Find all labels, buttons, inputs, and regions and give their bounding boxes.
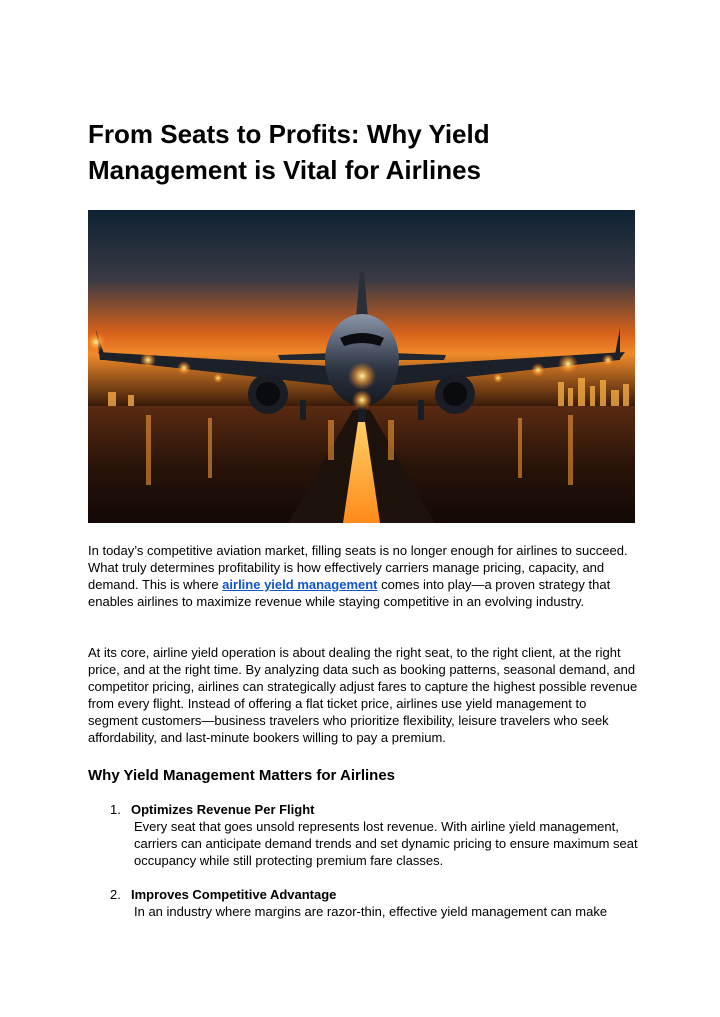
section-heading: Why Yield Management Matters for Airlines (88, 767, 396, 784)
hero-image-airplane-runway (88, 210, 635, 523)
numbered-list (88, 801, 648, 920)
airline-yield-management-link[interactable]: airline yield management (222, 577, 378, 592)
intro-paragraph (88, 542, 638, 610)
list-item-title: Optimizes Revenue Per Flight (131, 802, 315, 817)
list-item-title: Improves Competitive Advantage (131, 887, 337, 902)
intro-text-before: In today’s competitive aviation market, filling seats is no longer enough for airlines to succeed. What truly determines profitability is how effectively carriers manage pricing, capacity, and demand. This is where (88, 543, 628, 592)
list-item (88, 801, 648, 869)
list-item-body: Every seat that goes unsold represents lost revenue. With airline yield management, carriers can anticipate demand trends and set dynamic pricing to ensure maximum seat occupancy while still protecting premium fare classes. (134, 819, 638, 868)
list-item (88, 886, 648, 920)
list-item-number: 1. (110, 802, 121, 817)
list-item-body: In an industry where margins are razor-thin, effective yield management can make (134, 904, 608, 919)
intro-text-after: comes into play—a proven strategy that enables airlines to maximize revenue while staying competitive in an evolving industry. (88, 577, 611, 609)
core-paragraph: At its core, airline yield operation is about dealing the right seat, to the right client, at the right price, and at the right time. By analyzing data such as booking patterns, seasonal demand, and competitor pricing, airlines can strategically adjust fares to capture the highest possible revenue from every flight. Instead of offering a flat ticket price, airlines use yield management to segment customers—business travelers who prioritize flexibility, leisure travelers who seek affordability, and last-minute bookers willing to pay a premium. (88, 645, 638, 745)
list-item-number: 2. (110, 887, 121, 902)
airplane-illustration (88, 210, 635, 523)
page-title: From Seats to Profits: Why Yield Management is Vital for Airlines (88, 119, 490, 185)
